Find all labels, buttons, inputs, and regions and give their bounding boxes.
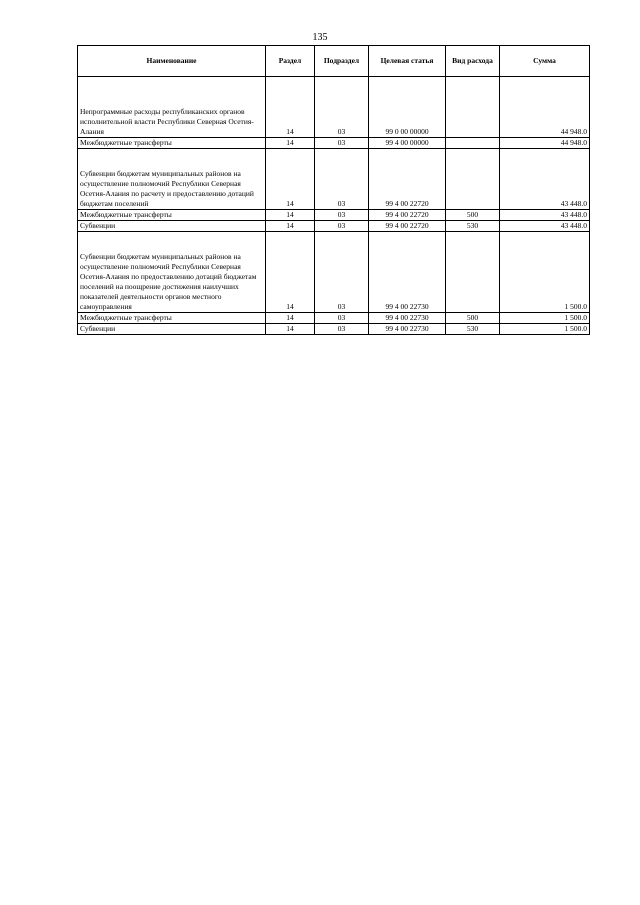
cell-name: Субвенции бюджетам муниципальных районов на осуществление полномочий Республики Северная Осетия-Алания по предоставлению дотаций бюджетам поселений на поощрение достижения наилучших показателей деятельности органов местного самоуправления [78, 232, 266, 313]
header-summa: Сумма [500, 46, 590, 77]
cell-vid: 500 [446, 210, 500, 221]
cell-vid [446, 232, 500, 313]
header-name: Наименование [78, 46, 266, 77]
table-row [78, 324, 590, 335]
budget-table [77, 45, 590, 335]
cell-name: Межбюджетные трансферты [78, 313, 266, 324]
cell-statia: 99 0 00 00000 [369, 77, 446, 138]
cell-podrazdel: 03 [315, 324, 369, 335]
cell-statia: 99 4 00 22720 [369, 149, 446, 210]
cell-vid: 500 [446, 313, 500, 324]
cell-razdel: 14 [266, 210, 315, 221]
cell-name: Непрограммные расходы республиканских органов исполнительной власти Республики Северная Осетия-Алания [78, 77, 266, 138]
table-row [78, 221, 590, 232]
cell-name: Межбюджетные трансферты [78, 210, 266, 221]
header-razdel: Раздел [266, 46, 315, 77]
cell-statia: 99 4 00 22720 [369, 210, 446, 221]
cell-summa: 44 948.0 [500, 138, 590, 149]
cell-statia: 99 4 00 22730 [369, 232, 446, 313]
cell-vid: 530 [446, 324, 500, 335]
table-row [78, 232, 590, 313]
table-header-row [78, 46, 590, 77]
cell-razdel: 14 [266, 138, 315, 149]
cell-razdel: 14 [266, 313, 315, 324]
cell-statia: 99 4 00 22720 [369, 221, 446, 232]
cell-summa: 44 948.0 [500, 77, 590, 138]
cell-summa: 43 448.0 [500, 149, 590, 210]
cell-name: Субвенции [78, 324, 266, 335]
cell-razdel: 14 [266, 221, 315, 232]
cell-vid: 530 [446, 221, 500, 232]
cell-razdel: 14 [266, 232, 315, 313]
header-vid: Вид расхода [446, 46, 500, 77]
cell-summa: 1 500.0 [500, 232, 590, 313]
cell-razdel: 14 [266, 149, 315, 210]
cell-name: Межбюджетные трансферты [78, 138, 266, 149]
table-row [78, 138, 590, 149]
table-row [78, 149, 590, 210]
cell-vid [446, 77, 500, 138]
cell-razdel: 14 [266, 324, 315, 335]
cell-vid [446, 149, 500, 210]
cell-podrazdel: 03 [315, 138, 369, 149]
cell-summa: 1 500.0 [500, 324, 590, 335]
table-row [78, 313, 590, 324]
table-row [78, 210, 590, 221]
cell-podrazdel: 03 [315, 313, 369, 324]
cell-statia: 99 4 00 22730 [369, 313, 446, 324]
cell-name: Субвенции бюджетам муниципальных районов на осуществление полномочий Республики Северная Осетия-Алания по расчету и предоставлению дотаций бюджетам поселений [78, 149, 266, 210]
cell-podrazdel: 03 [315, 232, 369, 313]
cell-vid [446, 138, 500, 149]
cell-statia: 99 4 00 00000 [369, 138, 446, 149]
cell-summa: 43 448.0 [500, 210, 590, 221]
cell-name: Субвенции [78, 221, 266, 232]
header-statia: Целевая статья [369, 46, 446, 77]
cell-statia: 99 4 00 22730 [369, 324, 446, 335]
cell-razdel: 14 [266, 77, 315, 138]
cell-summa: 1 500.0 [500, 313, 590, 324]
cell-podrazdel: 03 [315, 210, 369, 221]
cell-summa: 43 448.0 [500, 221, 590, 232]
cell-podrazdel: 03 [315, 221, 369, 232]
table-row [78, 77, 590, 138]
cell-podrazdel: 03 [315, 77, 369, 138]
header-podrazdel: Подраздел [315, 46, 369, 77]
page-number: 135 [312, 32, 328, 43]
cell-podrazdel: 03 [315, 149, 369, 210]
